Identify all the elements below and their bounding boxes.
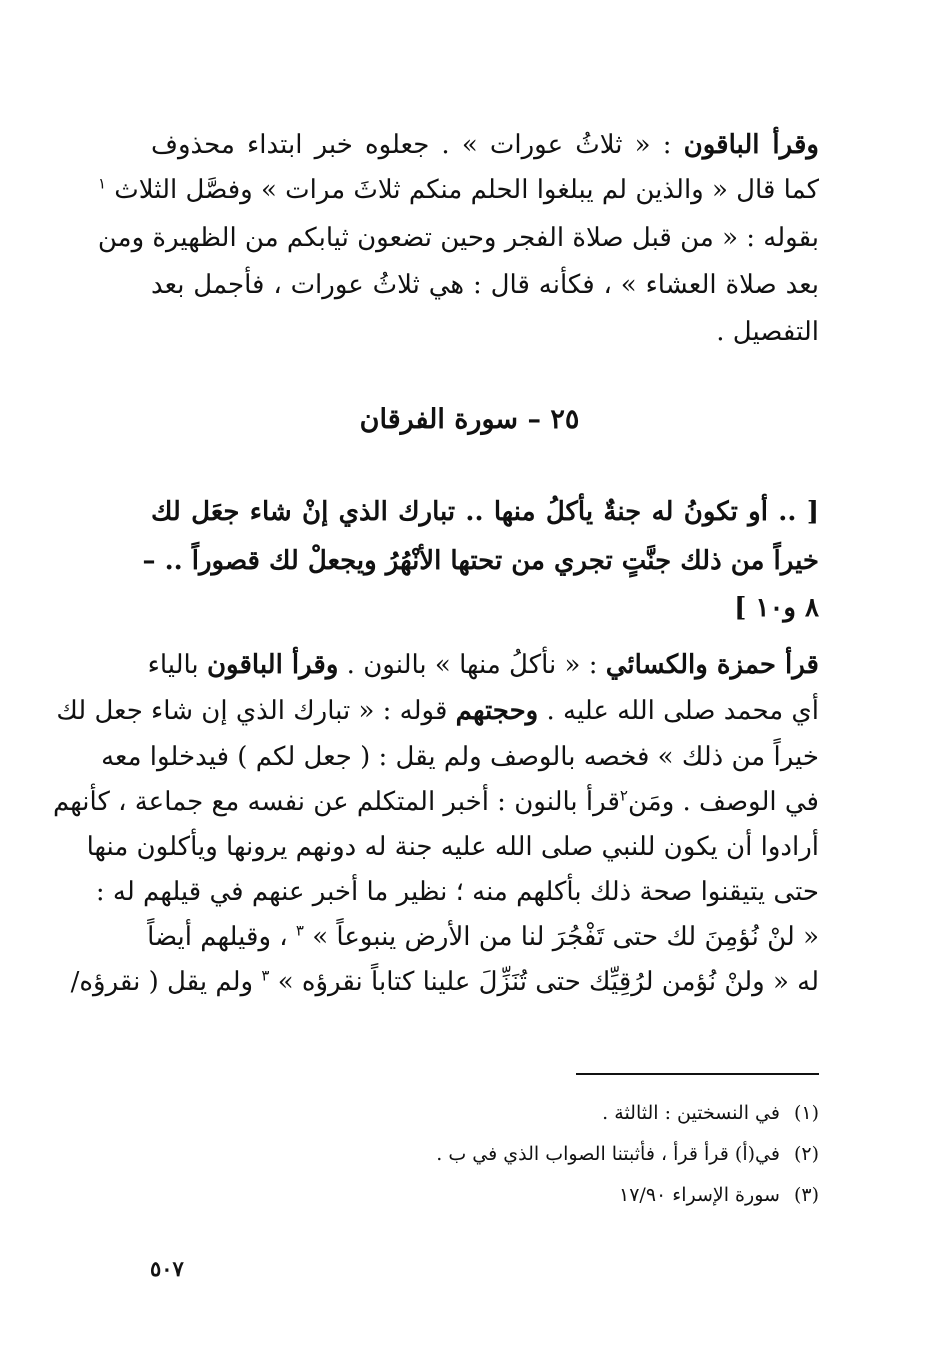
verse-text: خيراً من ذلك جنَّتٍ تجري من تحتها الأنْهُرُ ويجعلْ لك قصوراً .. – [142, 546, 819, 576]
paragraph-text: أرادوا أن يكون للنبي صلى الله عليه جنة له دونهم يرونها ويأكلون منها [86, 832, 819, 862]
footnote-number: (٢) [793, 1143, 819, 1165]
footnote-marker: ٢ [619, 786, 628, 805]
surah-heading: ٢٥ – سورة الفرقان [359, 404, 580, 435]
paragraph-line [101, 737, 819, 777]
page-number: ٥٠٧ [150, 1256, 184, 1281]
paragraph-line [147, 645, 819, 685]
paragraph-line [53, 782, 819, 822]
paragraph-line [147, 917, 819, 957]
footnote-text: في(أ) قرأ قرأ ، فأثبتنا الصواب الذي في ب . [436, 1143, 780, 1165]
reader-name: وقرأ الباقون [206, 650, 339, 680]
paragraph-text: : « نأكلُ منها » بالنون . [338, 650, 606, 680]
paragraph-text: كما قال « والذين لم يبلغوا الحلم منكم ثلاثَ مرات » وفصَّل الثلاث [114, 175, 819, 205]
paragraph-line [95, 872, 819, 912]
paragraph-line [86, 827, 819, 867]
paragraph-text: أي محمد صلى الله عليه . [538, 696, 819, 726]
paragraph-text: بالياء [147, 650, 207, 680]
footnote-marker: ٣ [261, 966, 270, 985]
paragraph-text: التفصيل . [716, 317, 819, 347]
paragraph-text: : « ثلاثُ عورات » . جعلوه خبر ابتداء محذوف [151, 130, 684, 160]
footnote [151, 1098, 819, 1128]
verse-reference: ٨ و١٠ ] [734, 593, 819, 623]
footnote [151, 1180, 819, 1210]
paragraph-text: قوله : « تبارك الذي إن شاء جعل لك [56, 696, 456, 726]
paragraph-text: « لنْ نُؤمِنَ لك حتى تَفْجُرَ لنا من الأرض ينبوعاً » [312, 922, 819, 952]
paragraph-line [56, 691, 819, 731]
reader-name: قرأ حمزة والكسائي [605, 650, 819, 680]
paragraph-text: ولم يقل ( نقرؤه/ [70, 967, 262, 997]
paragraph-line [70, 962, 819, 1002]
argument-label: وحجتهم [455, 696, 539, 726]
paragraph-text: حتى يتيقنوا صحة ذلك بأكلهم منه ؛ نظير ما أخبر عنهم في قيلهم له : [95, 877, 819, 907]
footnote-number: (٣) [793, 1184, 819, 1206]
paragraph-text: ، وقيلهم أيضاً [147, 922, 296, 952]
footnote-text: في النسختين : الثالثة . [602, 1102, 780, 1124]
paragraph-line [97, 218, 819, 258]
verse-text: [ .. أو تكونُ له جنةٌ يأكلُ منها .. تبارك الذي إنْ شاء جعَل لك [151, 497, 819, 527]
footnote-text: سورة الإسراء ١٧/٩٠ [619, 1184, 780, 1206]
paragraph-line [151, 265, 819, 305]
paragraph-line [97, 170, 819, 210]
footnote-number: (١) [793, 1102, 819, 1124]
paragraph-text: بعد صلاة العشاء » ، فكأنه قال : هي ثلاثُ عورات ، فأجمل بعد [151, 270, 819, 300]
footnote-marker: ٣ [295, 921, 304, 940]
paragraph-line [151, 312, 819, 352]
footnote-marker: ١ [97, 174, 106, 193]
paragraph-text: قرأ بالنون : أخبر المتكلم عن نفسه مع جماعة ، كأنهم [53, 787, 620, 817]
paragraph-line [151, 125, 819, 165]
verse-line [151, 588, 819, 628]
footnote [151, 1139, 819, 1169]
paragraph-text: خيراً من ذلك » فخصه بالوصف ولم يقل : ( جعل لكم ) فيدخلوا معه [101, 742, 819, 772]
paragraph-text: له « ولنْ نُؤمن لرُقِيِّك حتى تُنَزِّلَ علينا كتاباً نقرؤه » [277, 967, 819, 997]
footnote-divider [576, 1073, 819, 1075]
reader-name: وقرأ الباقون [683, 130, 819, 160]
verse-line [151, 492, 819, 532]
paragraph-text: بقوله : « من قبل صلاة الفجر وحين تضعون ثيابكم من الظهيرة ومن [97, 223, 819, 253]
paragraph-text: في الوصف . ومَن [627, 787, 819, 817]
verse-line [142, 541, 819, 581]
